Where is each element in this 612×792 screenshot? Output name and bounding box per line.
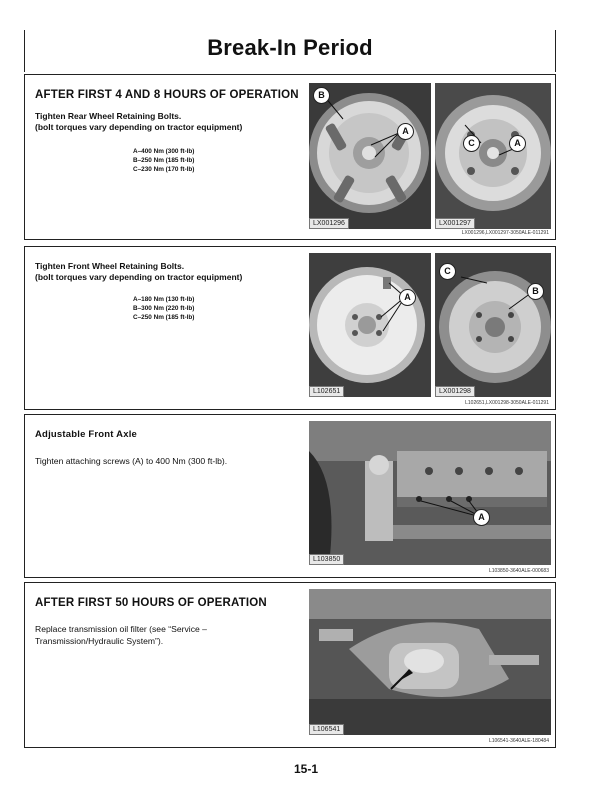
section-heading: AFTER FIRST 50 HOURS OF OPERATION	[35, 597, 267, 609]
callout-a: A	[399, 289, 416, 306]
section-front-wheel	[24, 246, 556, 410]
figure-reference: LX001296,LX001297-3050ALE-011291	[461, 230, 549, 236]
body-line: Replace transmission oil filter (see “Service –	[35, 624, 207, 634]
front-axle-photo	[309, 421, 551, 565]
transmission-filter-photo	[309, 589, 551, 735]
image-id: LX001298	[435, 386, 475, 397]
subhead-line: (bolt torques vary depending on tractor equipment)	[35, 122, 243, 132]
torque-spec-c: C–230 Nm (170 ft-lb)	[133, 166, 195, 173]
figure-reference: L106541-3640ALE-180484	[488, 738, 549, 744]
body-text: Tighten attaching screws (A) to 400 Nm (300 ft-lb).	[35, 456, 228, 466]
rear-wheel-hub-photo	[435, 83, 551, 229]
section-first-4-8-hours	[24, 74, 556, 240]
front-wheel-photo	[309, 253, 431, 397]
callout-a: A	[473, 509, 490, 526]
torque-spec-c: C–250 Nm (185 ft-lb)	[133, 314, 195, 321]
subhead-line: Tighten Rear Wheel Retaining Bolts.	[35, 111, 182, 121]
callout-b: B	[313, 87, 330, 104]
page-number: 15-1	[293, 762, 319, 776]
body-text	[35, 623, 207, 647]
image-id: L102651	[309, 386, 344, 397]
torque-spec-a: A–400 Nm (300 ft-lb)	[133, 148, 195, 155]
rear-wheel-photo	[309, 83, 431, 229]
body-line: Transmission/Hydraulic System”).	[35, 636, 164, 646]
section-heading: Adjustable Front Axle	[35, 429, 138, 440]
torque-spec-a: A–180 Nm (130 ft-lb)	[133, 296, 195, 303]
subhead-line: Tighten Front Wheel Retaining Bolts.	[35, 261, 185, 271]
callout-a: A	[397, 123, 414, 140]
callout-b: B	[527, 283, 544, 300]
torque-specs	[133, 295, 194, 322]
torque-spec-b: B–250 Nm (185 ft-lb)	[133, 157, 195, 164]
section-heading: AFTER FIRST 4 AND 8 HOURS OF OPERATION	[35, 89, 299, 101]
image-id: L106541	[309, 724, 344, 735]
subhead	[35, 261, 242, 283]
subhead	[35, 111, 242, 133]
image-id: L103850	[309, 554, 344, 565]
figure-reference: L102651,LX001298-3050ALE-011291	[465, 400, 549, 406]
front-wheel-hub-photo	[435, 253, 551, 397]
callout-c: C	[463, 135, 480, 152]
subhead-line: (bolt torques vary depending on tractor equipment)	[35, 272, 243, 282]
section-first-50-hours	[24, 582, 556, 748]
title-frame	[24, 30, 556, 72]
image-id: LX001297	[435, 218, 475, 229]
torque-specs	[133, 147, 194, 174]
section-front-axle	[24, 414, 556, 578]
figure-reference: L103850-3640ALE-000683	[488, 568, 549, 574]
image-id: LX001296	[309, 218, 349, 229]
torque-spec-b: B–300 Nm (220 ft-lb)	[133, 305, 195, 312]
callout-a: A	[509, 135, 526, 152]
page-title: Break-In Period	[207, 35, 373, 60]
callout-c: C	[439, 263, 456, 280]
